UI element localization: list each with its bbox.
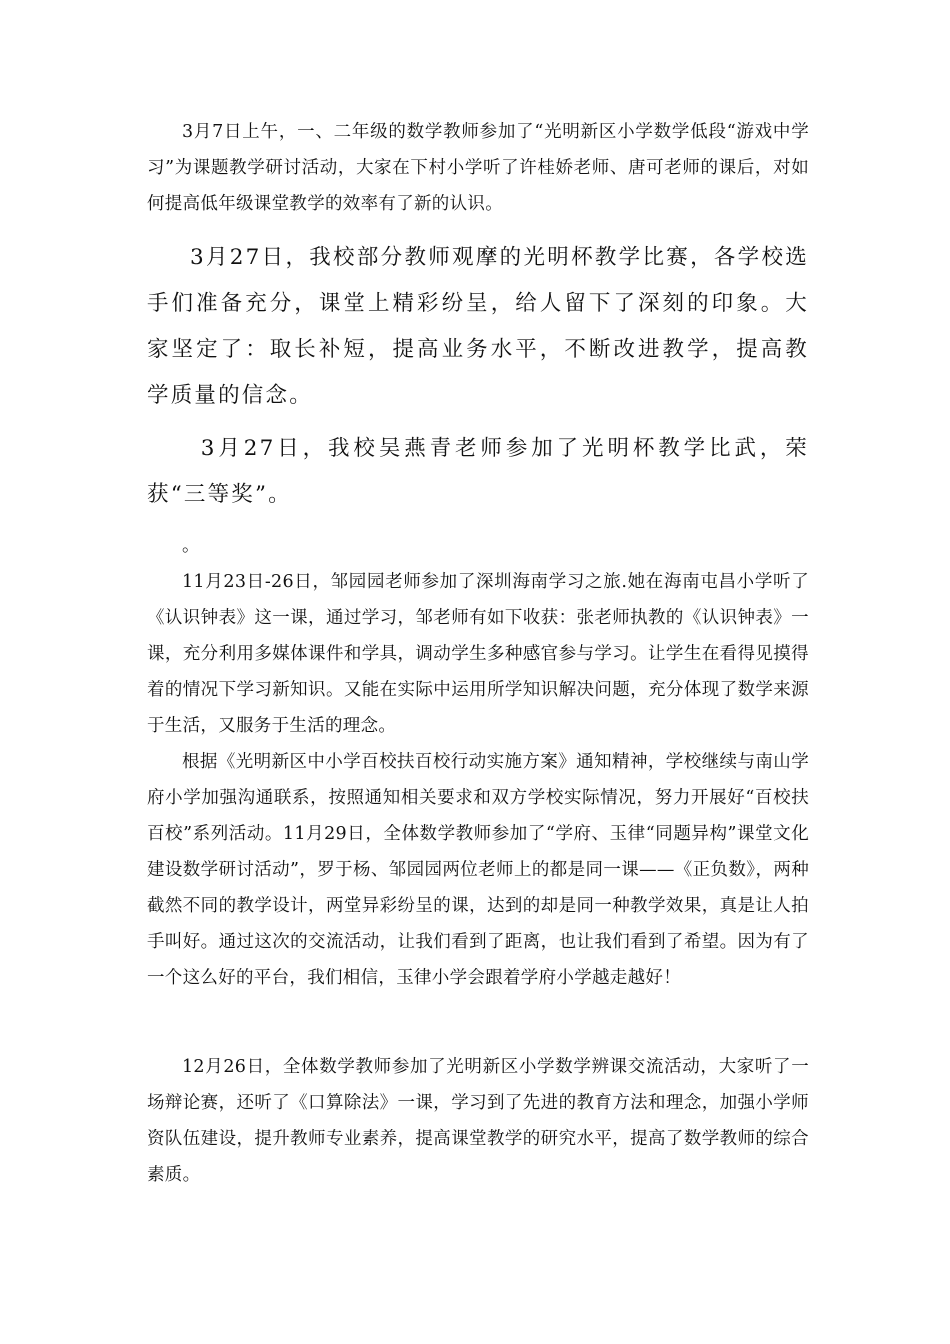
paragraph-march-27-award: 3月27日，我校吴燕青老师参加了光明杯教学比武，荣获“三等奖”。: [147, 436, 809, 507]
paragraph-stray-period: 。: [182, 536, 200, 556]
paragraph-march-27-observation: 3月27日，我校部分教师观摩的光明杯教学比赛，各学校选手们准备充分，课堂上精彩纷呈，给人留下了深刻的印象。大家坚定了：取长补短，提高业务水平，不断改进教学，提高教学质量的信念。: [147, 245, 809, 408]
paragraph-school-partnership: 根据《光明新区中小学百校扶百校行动实施方案》通知精神，学校继续与南山学府小学加强沟通联系，按照通知相关要求和双方学校实际情况，努力开展好“百校扶百校”系列活动。11月29日，全体数学教师参加了“学府、玉律“同题异构”课堂文化建设数学研讨活动”，罗于杨、邹园园两位老师上的都是同一课——《正负数》，两种截然不同的教学设计，两堂异彩纷呈的课，达到的却是同一种教学效果，真是让人拍手叫好。通过这次的交流活动，让我们看到了距离，也让我们看到了希望。因为有了一个这么好的平台，我们相信，玉律小学会跟着学府小学越走越好！: [147, 752, 809, 988]
paragraph-december-26: 12月26日，全体数学教师参加了光明新区小学数学辨课交流活动，大家听了一场辩论赛，还听了《口算除法》一课，学习到了先进的教育方法和理念，加强小学师资队伍建设，提升教师专业素养，提高课堂教学的研究水平，提高了数学教师的综合素质。: [147, 1057, 809, 1185]
paragraph-november-23: 11月23日-26日，邹园园老师参加了深圳海南学习之旅.她在海南屯昌小学听了《认识钟表》这一课，通过学习，邹老师有如下收获：张老师执教的《认识钟表》一课，充分利用多媒体课件和学具，调动学生多种感官参与学习。让学生在看得见摸得着的情况下学习新知识。又能在实际中运用所学知识解决问题，充分体现了数学来源于生活，又服务于生活的理念。: [147, 572, 809, 736]
paragraph-march-7: 3月7日上午，一、二年级的数学教师参加了“光明新区小学数学低段“游戏中学习”为课题教学研讨活动，大家在下村小学听了许桂娇老师、唐可老师的课后，对如何提高低年级课堂教学的效率有了新的认识。: [147, 122, 809, 214]
